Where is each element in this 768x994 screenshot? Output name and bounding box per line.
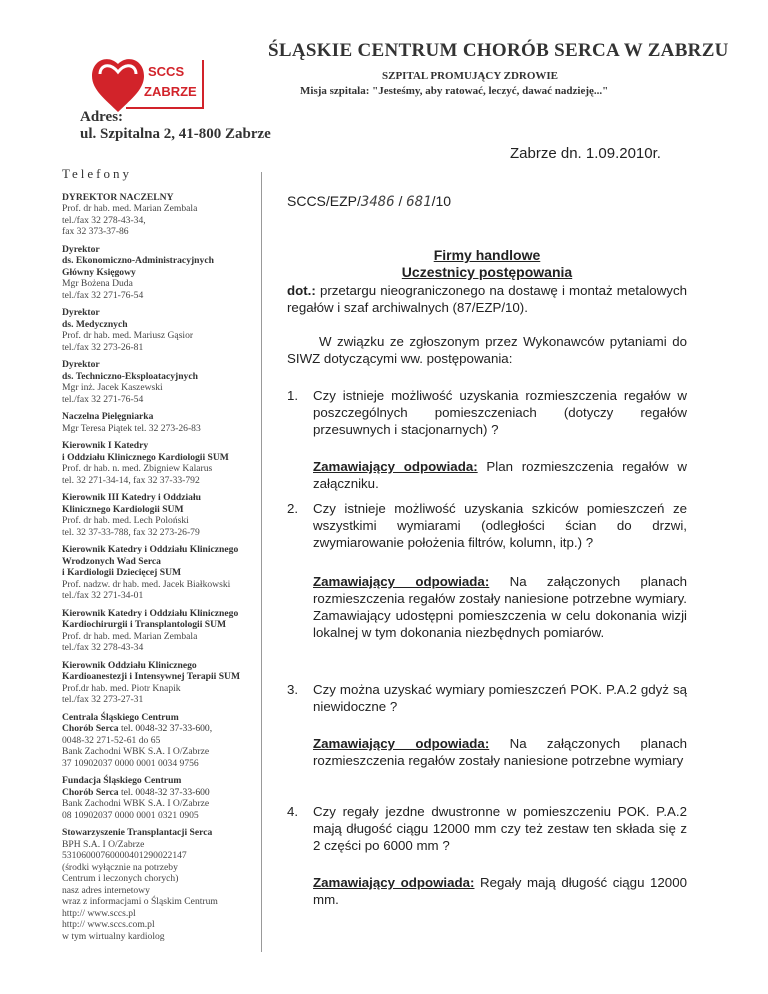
contact-title: ds. Medycznych <box>62 318 128 330</box>
contact-title: Dyrektor <box>62 243 100 255</box>
sidebar-contact-block <box>62 192 262 238</box>
answer <box>313 735 687 769</box>
contact-line: 0048-32 271-52-61 do 65 <box>62 734 161 746</box>
question-text: Czy istnieje możliwość uzyskania szkiców pomieszczeń ze wszystkimi wymiarami (odległości ścian do drzwi, zwymiarowanie położenia filtrów, kolumn, itp.) ? <box>313 501 687 550</box>
contact-line: Mgr inż. Jacek Kaszewski <box>62 382 163 393</box>
contact-line: w tym wirtualny kardiolog <box>62 930 165 942</box>
contact-title: Centrala Śląskiego Centrum <box>62 711 179 723</box>
ref-suffix: /10 <box>431 193 452 209</box>
ref-separator: / <box>394 193 407 209</box>
sidebar-contact-block <box>62 544 262 602</box>
sidebar-contact-block <box>62 660 262 706</box>
question-text: Czy można uzyskać wymiary pomieszczeń POK. P.A.2 gdyż są niewidoczne ? <box>313 682 687 714</box>
contact-title: Fundacja Śląskiego Centrum <box>62 775 182 786</box>
address-value: ul. Szpitalna 2, 41-800 Zabrze <box>80 126 271 142</box>
sidebar-contact-block <box>62 492 262 538</box>
contact-title: Stowarzyszenie Transplantacji Serca <box>62 827 213 838</box>
question <box>287 681 687 715</box>
ref-handwritten-1: 3486 <box>360 194 395 210</box>
question <box>287 803 687 854</box>
contact-title: Kierownik Katedry i Oddziału Klinicznego <box>62 607 239 619</box>
contact-line: nasz adres internetowy <box>62 884 150 896</box>
contact-line: Prof. dr hab. med. Mariusz Gąsior <box>62 330 194 341</box>
address-label: Adres: <box>80 109 124 125</box>
contact-line: (środki wyłącznie na potrzeby <box>62 861 178 873</box>
contact-line: Prof.dr hab. med. Piotr Knapik <box>62 682 181 694</box>
answer-text: Plan rozmieszczenia regałów w załączniku. <box>313 459 687 491</box>
answer-label: Zamawiający odpowiada: <box>313 459 478 474</box>
contact-title: Główny Księgowy <box>62 266 136 278</box>
contact-title: i Kardiologii Dziecięcej SUM <box>62 567 182 578</box>
contact-line: tel./fax 32 271-34-01 <box>62 590 144 601</box>
answer-label: Zamawiający odpowiada: <box>313 736 490 751</box>
contact-line: tel. 32 37-33-788, fax 32 273-26-79 <box>62 526 200 538</box>
contact-title: Chorób Serca tel. 0048-32 37-33-600 <box>62 786 210 798</box>
contact-line: tel./fax 32 271-76-54 <box>62 393 144 405</box>
contact-line: Centrum i leczonych chorych) <box>62 873 179 884</box>
contact-line: Mgr Bożena Duda <box>62 278 133 289</box>
contact-line: 53106000760000401290022147 <box>62 850 187 861</box>
contact-line: 37 10902037 0000 0001 0034 9756 <box>62 757 199 769</box>
contact-title: Dyrektor <box>62 307 100 318</box>
answer <box>313 874 687 908</box>
contact-title-suffix: tel. 0048-32 37-33-600, <box>118 723 213 734</box>
sidebar-contact-block <box>62 244 262 302</box>
contact-line: Bank Zachodni WBK S.A. I O/Zabrze <box>62 746 210 757</box>
contact-line: http:// www.sccs.pl <box>62 907 136 919</box>
answer <box>313 458 687 492</box>
contact-line: fax 32 373-37-86 <box>62 226 129 237</box>
contact-title: Naczelna Pielęgniarka <box>62 411 154 422</box>
hospital-mission: Misja szpitala: "Jesteśmy, aby ratować, leczyć, dawać nadzieję..." <box>300 85 609 97</box>
contact-line: tel./fax 32 271-76-54 <box>62 289 144 301</box>
sidebar-divider <box>261 172 262 952</box>
hospital-title: ŚLĄSKIE CENTRUM CHORÓB SERCA W ZABRZU <box>268 40 729 61</box>
answer-text: Regały mają długość ciągu 12000 mm. <box>313 875 687 907</box>
contact-title: Wrodzonych Wad Serca <box>62 555 161 567</box>
qa-item-1 <box>287 387 687 492</box>
answer-text: Na załączonych planach rozmieszczenia regałów zostały naniesione potrzebne wymiary <box>313 736 688 768</box>
contact-line: Prof. dr hab. med. Marian Zembala <box>62 630 198 642</box>
contact-title: ds. Techniczno-Eksploatacyjnych <box>62 370 198 382</box>
question-number: 4. <box>287 804 299 819</box>
subject-label: dot.: <box>287 283 316 298</box>
sidebar-contact-block <box>62 775 262 821</box>
ref-handwritten-2: 681 <box>406 194 432 210</box>
sidebar-heading: Telefony <box>62 166 133 181</box>
contact-title-suffix: tel. 0048-32 37-33-600 <box>118 786 210 798</box>
sidebar-contact-block <box>62 712 262 770</box>
logo-text-bottom: ZABRZE <box>144 84 197 99</box>
subject-text: przetargu nieograniczonego na dostawę i montaż metalowych regałów i szaf archiwalnych (87/EZP/10). <box>287 283 687 315</box>
sidebar-contacts <box>62 168 262 948</box>
logo-text-top: SCCS <box>148 64 185 79</box>
ref-prefix: SCCS/EZP/ <box>287 193 361 209</box>
addressee <box>287 247 687 281</box>
qa-item-3 <box>287 681 687 769</box>
question-number: 1. <box>287 388 299 403</box>
question-number: 2. <box>287 501 299 516</box>
contact-title: Dyrektor <box>62 359 100 370</box>
sidebar-contact-block <box>62 608 262 654</box>
addressee-line-1: Firmy handlowe <box>433 247 541 263</box>
sidebar-contact-block <box>62 307 262 353</box>
question <box>287 387 687 438</box>
qa-item-4 <box>287 803 687 908</box>
answer-text: Na załączonych planach rozmieszczenia regałów zostały naniesione potrzebne wymiary. Zamawiający udostępni pomieszczenia w celu dokonania wizji lokalnej w tym dokonania niezbędnych pomiarów. <box>313 574 688 640</box>
question <box>287 500 687 551</box>
contact-line: Mgr Teresa Piątek tel. 32 273-26-83 <box>62 422 201 434</box>
answer-label: Zamawiający odpowiada: <box>313 875 475 890</box>
contact-title: Kierownik Oddziału Klinicznego <box>62 659 197 671</box>
letter-intro: W związku ze zgłoszonym przez Wykonawców pytaniami do SIWZ dotyczącymi ww. postępowania: <box>287 334 687 366</box>
addressee-line-2: Uczestnicy postępowania <box>401 264 573 280</box>
contact-line: tel./fax 32 273-27-31 <box>62 694 144 705</box>
sidebar-blocks <box>62 192 262 943</box>
sidebar-contact-block <box>62 440 262 486</box>
contact-line: wraz z informacjami o Śląskim Centrum <box>62 896 218 907</box>
sidebar-contact-block <box>62 411 262 434</box>
contact-title: Kardioanestezji i Intensywnej Terapii SUM <box>62 671 241 682</box>
contact-title: DYREKTOR NACZELNY <box>62 191 174 203</box>
sidebar-contact-block <box>62 359 262 405</box>
letter-date: Zabrze dn. 1.09.2010r. <box>510 145 661 162</box>
contact-line: tel./fax 32 278-43-34 <box>62 642 144 653</box>
contact-title: Kierownik I Katedry <box>62 440 149 451</box>
contact-line: BPH S.A. I O/Zabrze <box>62 838 145 850</box>
contact-title: Chorób Serca tel. 0048-32 37-33-600, <box>62 723 213 734</box>
contact-line: http:// www.sccs.com.pl <box>62 919 155 930</box>
sidebar-contact-block <box>62 827 262 942</box>
question-text: Czy istnieje możliwość uzyskania rozmieszczenia regałów w poszczególnych pomieszczeniach (dotyczy regałów przesuwnych i stacjonarnych) ? <box>313 388 687 437</box>
contact-line: Prof. nadzw. dr hab. med. Jacek Białkowski <box>62 578 231 590</box>
contact-title: Klinicznego Kardiologii SUM <box>62 503 184 515</box>
contact-title: i Oddziału Klinicznego Kardiologii SUM <box>62 451 229 463</box>
qa-item-2 <box>287 500 687 641</box>
contact-line: tel. 32 271-34-14, fax 32 37-33-792 <box>62 474 200 486</box>
contact-line: Prof. dr hab. med. Marian Zembala <box>62 203 198 214</box>
letter-subject <box>287 282 687 316</box>
contact-title: Kardiochirurgii i Transplantologii SUM <box>62 619 227 630</box>
contact-line: tel./fax 32 273-26-81 <box>62 341 144 353</box>
contact-title: ds. Ekonomiczno-Administracyjnych <box>62 255 214 266</box>
contact-title: Kierownik III Katedry i Oddziału <box>62 492 201 503</box>
contact-line: Prof. dr hab. med. Lech Poloński <box>62 515 189 526</box>
reference-number <box>287 193 451 210</box>
contact-title: Kierownik Katedry i Oddziału Klinicznego <box>62 544 239 555</box>
question-number: 3. <box>287 682 299 697</box>
answer-label: Zamawiający odpowiada: <box>313 574 490 589</box>
answer <box>313 573 687 641</box>
contact-line: Prof. dr hab. n. med. Zbigniew Kalarus <box>62 463 213 474</box>
hospital-subtitle: SZPITAL PROMUJĄCY ZDROWIE <box>382 70 559 82</box>
question-text: Czy regały jezdne dwustronne w pomieszczeniu POK. P.A.2 mają długość ciągu 12000 mm czy też zestaw ten składa się z 2 części po 6000 mm ? <box>313 804 687 853</box>
contact-line: tel./fax 32 278-43-34, <box>62 214 146 226</box>
contact-line: Bank Zachodni WBK S.A. I O/Zabrze <box>62 798 210 809</box>
contact-line: 08 10902037 0000 0001 0321 0905 <box>62 809 199 821</box>
